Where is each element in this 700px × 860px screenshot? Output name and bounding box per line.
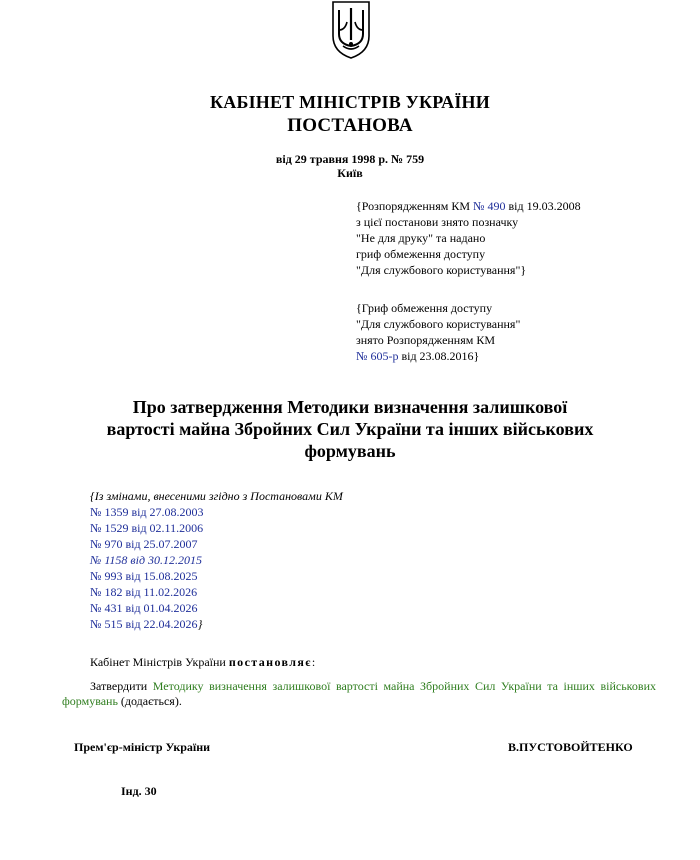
resolution-text-post: (додається). [117,694,182,708]
title-line3: формувань [304,441,396,461]
resolution-intro-post: : [311,655,316,669]
note1-line2: з цієї постанови знято позначку [356,215,519,229]
note1-line1 [356,198,581,214]
signatory-role: Прем'єр-міністр України [74,740,211,754]
org-name: КАБІНЕТ МІНІСТРІВ УКРАЇНИ [210,92,490,112]
note1-line1-post: від 19.03.2008 [505,199,581,213]
doc-type: ПОСТАНОВА [287,115,413,136]
restriction-note-2 [356,300,520,364]
order-490-link[interactable]: № 490 [473,199,506,213]
amendment-link[interactable]: № 993 від 15.08.2025 [90,569,198,583]
amendment-link[interactable]: № 1158 від 30.12.2015 [90,553,203,567]
note1-line5: "Для службового користування"} [356,263,527,277]
doc-city: Київ [337,166,363,180]
title-line2: вартості майна Збройних Сил України та інших військових [106,419,594,439]
note2-line3: знято Розпорядженням КМ [356,333,496,347]
note1-line3: "Не для друку" та надано [356,231,486,245]
amendment-link[interactable]: № 515 від 22.04.2026 [90,617,198,631]
amendments-closing: } [197,617,203,631]
doc-date-number: від 29 травня 1998 р. № 759 [275,152,425,166]
resolution-text [62,679,656,709]
note2-line4 [356,348,520,364]
note1-line1-pre: {Розпорядженням КМ [356,199,474,213]
note1-line4: гриф обмеження доступу [356,247,486,261]
note2-line2: "Для службового користування" [356,317,521,331]
restriction-note-1 [356,198,581,278]
signatory-name: В.ПУСТОВОЙТЕНКО [508,740,633,754]
ukraine-trident-emblem-icon [329,0,373,60]
note2-line1: {Гриф обмеження доступу [356,301,493,315]
order-605-link[interactable]: № 605-р [356,349,399,363]
amendment-link[interactable]: № 970 від 25.07.2007 [90,537,198,551]
amendment-link[interactable]: № 1359 від 27.08.2003 [90,505,204,519]
amendment-link[interactable]: № 431 від 01.04.2026 [90,601,198,615]
amendment-link[interactable]: № 1529 від 02.11.2006 [90,521,204,535]
resolution-intro [90,655,315,670]
document-title [0,396,700,462]
resolution-intro-pre: Кабінет Міністрів України [90,655,229,669]
resolution-text-pre: Затвердити [90,679,153,693]
amendment-last-line [90,616,343,632]
resolves-word: постановляє [228,655,312,669]
document-index: Інд. 30 [121,784,157,798]
title-line1: Про затвердження Методики визначення залишкової [132,397,568,417]
methodology-link[interactable]: Методику визначення залишкової вартості майна Збройних Сил України та інших військових формувань [62,679,656,708]
amendments-list [90,488,343,632]
amendments-intro: {Із змінами, внесеними згідно з Постановами КМ [90,489,343,503]
note2-line4-post: від 23.08.2016} [398,349,480,363]
amendment-link[interactable]: № 182 від 11.02.2026 [90,585,198,599]
